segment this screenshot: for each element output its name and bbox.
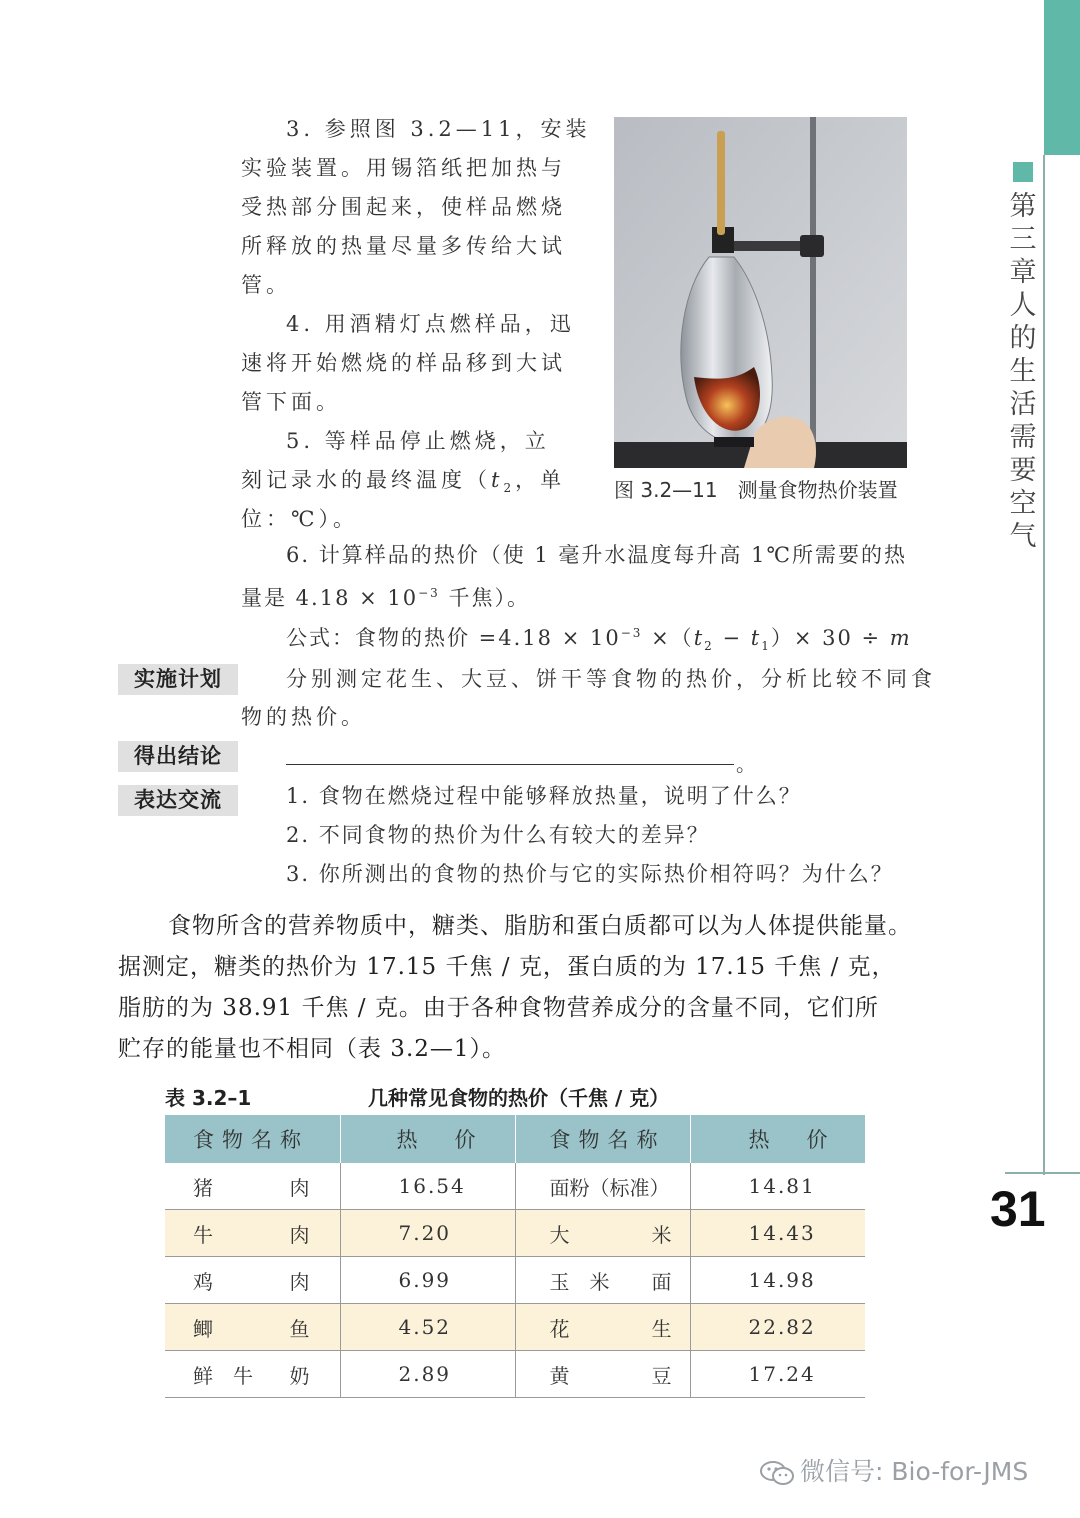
step3-line4: 所释放的热量尽量多传给大试 <box>241 234 566 258</box>
table-row <box>165 1351 865 1398</box>
chapter-title: 第三章人的生活需要空气 <box>1009 191 1037 552</box>
header-food-name: 食物名称 <box>165 1115 340 1163</box>
step4-line3: 管下面。 <box>241 390 341 414</box>
heat-value-cell: 4.52 <box>340 1304 515 1351</box>
chapter-color-tab <box>1044 0 1080 155</box>
step5-line1: 5. 等样品停止燃烧，立 <box>286 429 550 453</box>
step6-line2: 量是 $4.18 \times 10^{-3}$ 千焦）。 <box>241 586 530 610</box>
food-name-cell: 花 生 <box>515 1304 690 1351</box>
watermark <box>760 1452 1028 1488</box>
food-name-cell: 鸡 肉 <box>165 1257 340 1304</box>
step3-line2: 实验装置。用锡箔纸把加热与 <box>241 156 566 180</box>
heat-value-formula: 公式：食物的热价 $=4.18 \times 10^{-3} \times(t_2 - t_1)\times 30 \div m$ <box>286 626 912 654</box>
header-food-name-2: 食物名称 <box>515 1115 690 1163</box>
heat-value-cell: 17.24 <box>690 1351 865 1398</box>
food-name-cell: 面粉（标准） <box>515 1163 690 1210</box>
question-2: 2. 不同食物的热价为什么有较大的差异？ <box>286 823 710 847</box>
plan-line2: 物的热价。 <box>241 705 366 729</box>
step5-line2: 刻记录水的最终温度（$t_2$，单 <box>241 468 566 496</box>
conclusion-period: 。 <box>736 752 756 776</box>
step3-line1: 3. 参照图 3.2—11，安装 <box>286 117 591 141</box>
step5-line3: 位：℃）。 <box>241 507 358 531</box>
apparatus-illustration <box>614 117 907 468</box>
step4-line1: 4. 用酒精灯点燃样品，迅 <box>286 312 575 336</box>
plan-line1: 分别测定花生、大豆、饼干等食物的热价，分析比较不同食 <box>286 667 936 691</box>
food-name-cell: 大 米 <box>515 1210 690 1257</box>
page-number-rule <box>1005 1172 1080 1174</box>
food-name-cell: 鲫 鱼 <box>165 1304 340 1351</box>
plan-label: 实施计划 <box>118 664 238 695</box>
heat-value-cell: 22.82 <box>690 1304 865 1351</box>
question-3: 3. 你所测出的食物的热价与它的实际热价相符吗？为什么？ <box>286 862 894 886</box>
food-name-cell: 鲜 牛 奶 <box>165 1351 340 1398</box>
table-title: 几种常见食物的热价（千焦 / 克） <box>368 1086 670 1110</box>
table-row <box>165 1210 865 1257</box>
margin-rule <box>1043 155 1045 1175</box>
apparatus-photo <box>614 117 907 468</box>
food-name-cell: 牛 肉 <box>165 1210 340 1257</box>
page-number: 31 <box>990 1181 1046 1237</box>
chapter-marker <box>1013 162 1033 182</box>
paragraph-line2: 据测定，糖类的热价为 17.15 千焦 / 克，蛋白质的为 17.15 千焦 / 克， <box>118 954 896 980</box>
watermark-text: 微信号: Bio-for-JMS <box>800 1457 1029 1486</box>
food-name-cell: 玉 米 面 <box>515 1257 690 1304</box>
header-heat-value: 热 价 <box>340 1115 515 1163</box>
table-row <box>165 1257 865 1304</box>
food-heat-table <box>165 1115 865 1398</box>
step3-line5: 管。 <box>241 273 291 297</box>
heat-value-cell: 6.99 <box>340 1257 515 1304</box>
heat-value-cell: 14.98 <box>690 1257 865 1304</box>
table-row <box>165 1163 865 1210</box>
step3-line3: 受热部分围起来，使样品燃烧 <box>241 195 566 219</box>
paragraph-line1: 食物所含的营养物质中，糖类、脂肪和蛋白质都可以为人体提供能量。 <box>168 913 912 939</box>
heat-value-cell: 14.81 <box>690 1163 865 1210</box>
figure-caption: 图 3.2—11 测量食物热价装置 <box>614 478 898 502</box>
food-name-cell: 猪 肉 <box>165 1163 340 1210</box>
paragraph-line3: 脂肪的为 38.91 千焦 / 克。由于各种食物营养成分的含量不同，它们所 <box>118 995 879 1021</box>
wechat-icon <box>760 1460 794 1486</box>
question-1: 1. 食物在燃烧过程中能够释放热量，说明了什么？ <box>286 784 802 808</box>
paragraph-line4: 贮存的能量也不相同（表 3.2—1）。 <box>118 1036 507 1062</box>
heat-value-cell: 7.20 <box>340 1210 515 1257</box>
heat-value-cell: 16.54 <box>340 1163 515 1210</box>
discussion-label: 表达交流 <box>118 785 238 816</box>
step6-line1: 6. 计算样品的热价（使 1 毫升水温度每升高 1℃所需要的热 <box>286 543 907 567</box>
table-header-row <box>165 1115 865 1163</box>
table-row <box>165 1304 865 1351</box>
heat-value-cell: 14.43 <box>690 1210 865 1257</box>
conclusion-label: 得出结论 <box>118 741 238 772</box>
conclusion-blank <box>286 764 734 765</box>
step4-line2: 速将开始燃烧的样品移到大试 <box>241 351 566 375</box>
table-number: 表 3.2–1 <box>165 1086 252 1110</box>
heat-value-cell: 2.89 <box>340 1351 515 1398</box>
food-name-cell: 黄 豆 <box>515 1351 690 1398</box>
header-heat-value-2: 热 价 <box>690 1115 865 1163</box>
